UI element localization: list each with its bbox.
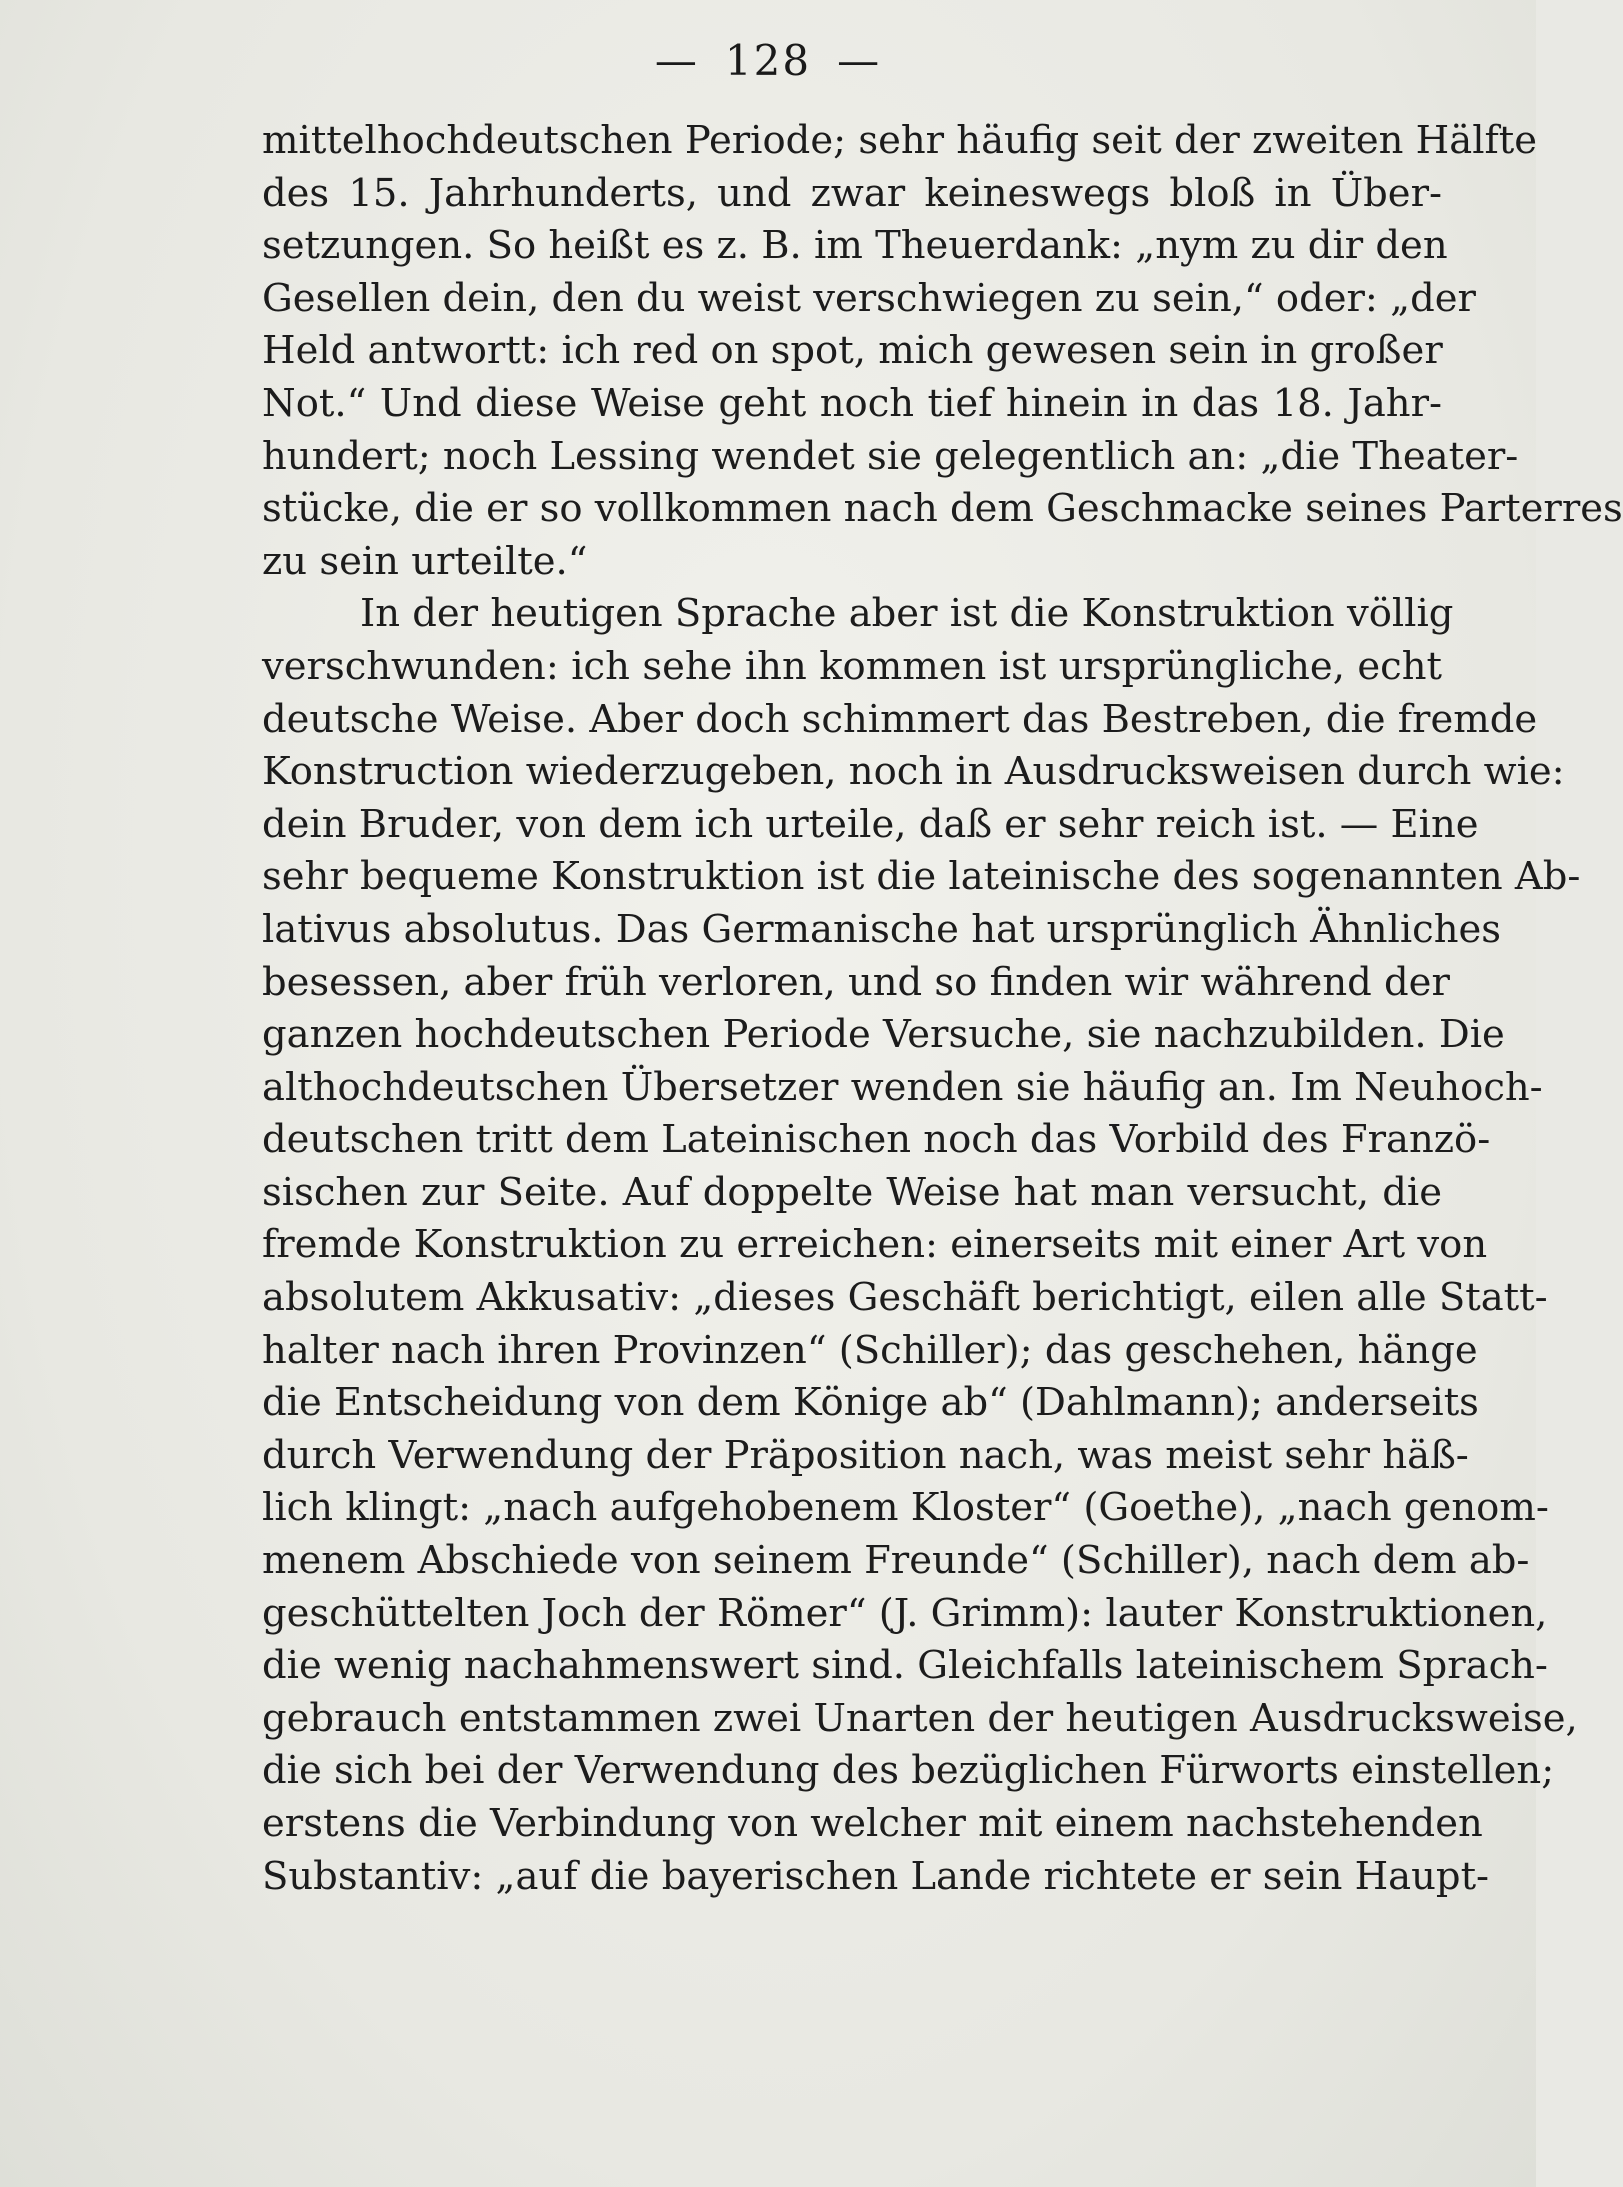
text-line: verschwunden: ich sehe ihn kommen ist ursprüngliche, echt bbox=[262, 643, 1442, 689]
page-number-dash-left: — bbox=[654, 36, 699, 85]
text-line: des 15. Jahrhunderts, und zwar keineswegs bloß in Über- bbox=[262, 170, 1442, 216]
text-line: besessen, aber früh verloren, und so finden wir während der bbox=[262, 959, 1450, 1005]
text-line: sischen zur Seite. Auf doppelte Weise hat man versucht, die bbox=[262, 1169, 1442, 1215]
page-number: 128 bbox=[724, 36, 812, 85]
text-line: Konstruction wiederzugeben, noch in Ausdrucksweisen durch wie: bbox=[262, 749, 1565, 795]
body-text bbox=[262, 115, 1623, 1903]
text-line: die sich bei der Verwendung des bezüglichen Fürworts einstellen; bbox=[262, 1748, 1555, 1794]
text-line-paragraph-end: zu sein urteilte.“ bbox=[262, 538, 588, 584]
page-number-dash-right: — bbox=[837, 36, 882, 85]
text-line: setzungen. So heißt es z. B. im Theuerdank: „nym zu dir den bbox=[262, 223, 1448, 269]
text-line: mittelhochdeutschen Periode; sehr häufig seit der zweiten Hälfte bbox=[262, 118, 1538, 163]
text-line: Not.“ Und diese Weise geht noch tief hinein in das 18. Jahr- bbox=[262, 380, 1442, 426]
text-line-paragraph-start: In der heutigen Sprache aber ist die Konstruktion völlig bbox=[360, 591, 1454, 637]
text-line: ganzen hochdeutschen Periode Versuche, sie nachzubilden. Die bbox=[262, 1012, 1505, 1058]
text-line: die Entscheidung von dem Könige ab“ (Dahlmann); anderseits bbox=[262, 1380, 1479, 1426]
text-line: gebrauch entstammen zwei Unarten der heutigen Ausdrucksweise, bbox=[262, 1695, 1578, 1741]
text-line: lativus absolutus. Das Germanische hat ursprünglich Ähnliches bbox=[262, 906, 1502, 952]
text-line: durch Verwendung der Präposition nach, was meist sehr häß- bbox=[262, 1432, 1469, 1478]
text-line: hundert; noch Lessing wendet sie gelegentlich an: „die Theater- bbox=[262, 433, 1519, 479]
text-line: dein Bruder, von dem ich urteile, daß er sehr reich ist. — Eine bbox=[262, 801, 1479, 847]
text-line: geschüttelten Joch der Römer“ (J. Grimm): lauter Konstruktionen, bbox=[262, 1590, 1548, 1636]
text-line: erstens die Verbindung von welcher mit einem nachstehenden bbox=[262, 1801, 1483, 1846]
text-line: sehr bequeme Konstruktion ist die lateinische des sogenannten Ab- bbox=[262, 854, 1581, 900]
text-line: Gesellen dein, den du weist verschwiegen zu sein,“ oder: „der bbox=[262, 275, 1476, 321]
text-line: menem Abschiede von seinem Freunde“ (Schiller), nach dem ab- bbox=[262, 1538, 1530, 1584]
text-line: althochdeutschen Übersetzer wenden sie häufig an. Im Neuhoch- bbox=[262, 1064, 1543, 1110]
text-line: stücke, die er so vollkommen nach dem Geschmacke seines Parterres bbox=[262, 486, 1623, 532]
text-line: die wenig nachahmenswert sind. Gleichfalls lateinischem Sprach- bbox=[262, 1643, 1548, 1689]
text-line: lich klingt: „nach aufgehobenem Kloster“ (Goethe), „nach genom- bbox=[262, 1485, 1549, 1531]
text-line: fremde Konstruktion zu erreichen: einerseits mit einer Art von bbox=[262, 1222, 1488, 1268]
text-line: deutschen tritt dem Lateinischen noch das Vorbild des Franzö- bbox=[262, 1117, 1491, 1163]
text-line: Substantiv: „auf die bayerischen Lande richtete er sein Haupt- bbox=[262, 1853, 1490, 1899]
text-line: absolutem Akkusativ: „dieses Geschäft berichtigt, eilen alle Statt- bbox=[262, 1275, 1548, 1321]
page-number-header bbox=[0, 36, 1536, 85]
text-line: deutsche Weise. Aber doch schimmert das Bestreben, die fremde bbox=[262, 696, 1538, 742]
text-line: halter nach ihren Provinzen“ (Schiller); das geschehen, hänge bbox=[262, 1327, 1478, 1373]
text-line: Held antwortt: ich red on spot, mich gewesen sein in großer bbox=[262, 328, 1443, 374]
